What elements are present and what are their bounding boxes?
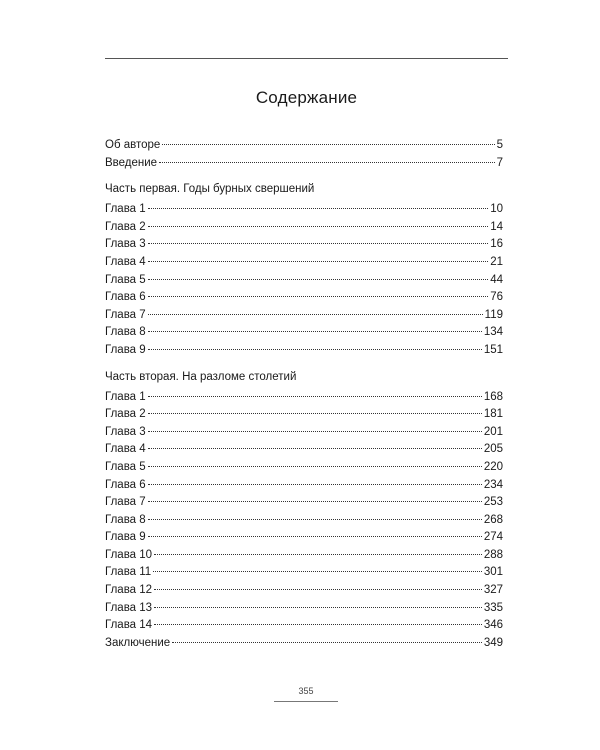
toc-entry-page: 220 [483, 460, 503, 473]
toc-entry-label: Глава 5 [105, 460, 146, 473]
toc-entry-label: Глава 13 [105, 601, 153, 614]
dot-leader [154, 607, 482, 608]
dot-leader [148, 519, 482, 520]
page-number: 355 [298, 686, 314, 696]
dot-leader [148, 448, 482, 449]
toc-entry-label: Глава 7 [105, 308, 146, 321]
toc-entry-page: 21 [490, 255, 503, 268]
toc-entry-label: Глава 4 [105, 255, 146, 268]
toc-entry-page: 234 [483, 478, 503, 491]
toc-entry [105, 236, 503, 254]
dot-leader [148, 396, 482, 397]
toc-entry [105, 289, 503, 307]
toc-entry [105, 512, 503, 530]
parts-list [105, 180, 503, 652]
dot-leader [148, 314, 483, 315]
folio-rule [274, 701, 338, 702]
toc-entry-page: 327 [483, 584, 503, 597]
toc-entry-page: 201 [483, 425, 503, 438]
toc-entry-page: 5 [496, 139, 503, 151]
toc-entry-page: 168 [483, 390, 503, 403]
dot-leader [148, 413, 482, 414]
dot-leader [148, 296, 489, 297]
toc-entry [105, 155, 503, 173]
toc-entry [105, 617, 503, 635]
dot-leader [154, 589, 482, 590]
toc-entry-label: Глава 6 [105, 291, 146, 304]
toc-entry-label: Глава 7 [105, 496, 146, 509]
toc-entry-label: Глава 6 [105, 478, 146, 491]
dot-leader [148, 431, 482, 432]
toc-entry-page: 253 [483, 496, 503, 509]
toc-entry [105, 307, 503, 325]
toc-entry-label: Глава 2 [105, 220, 146, 233]
page-title: Содержание [255, 88, 358, 107]
toc-entry-label: Введение [105, 156, 158, 169]
toc-entry-page: 7 [496, 156, 503, 169]
part-heading: Часть вторая. На разломе столетий [105, 370, 297, 383]
front-matter-list [105, 137, 503, 172]
toc-entry-page: 134 [483, 326, 503, 339]
toc-entry-page: 349 [483, 636, 503, 649]
toc-entry-page: 205 [483, 443, 503, 456]
toc-entry [105, 424, 503, 442]
toc-entry-page: 151 [483, 343, 503, 356]
dot-leader [148, 349, 482, 350]
toc-entry [105, 201, 503, 219]
toc-entry-label: Глава 8 [105, 326, 146, 339]
toc-entry [105, 477, 503, 495]
dot-leader [148, 261, 489, 262]
toc-entry [105, 254, 503, 272]
toc-entry-label: Глава 3 [105, 238, 146, 251]
toc-entry [105, 324, 503, 342]
dot-leader [148, 484, 482, 485]
dot-leader [148, 243, 489, 244]
toc-entry-page: 76 [490, 291, 503, 304]
toc-entry-label: Глава 1 [105, 203, 146, 216]
toc-entry-page: 181 [483, 408, 503, 421]
dot-leader [148, 466, 482, 467]
toc-entry [105, 342, 503, 360]
dot-leader [162, 144, 494, 145]
toc-entry-page: 268 [483, 513, 503, 526]
toc-entry [105, 582, 503, 600]
toc-entry-label: Заключение [105, 636, 171, 649]
toc-entry-page: 288 [483, 548, 503, 561]
toc-entry-label: Глава 9 [105, 343, 146, 356]
toc-entry [105, 406, 503, 424]
toc-entry-page: 10 [490, 203, 503, 216]
toc-entry [105, 137, 503, 155]
dot-leader [148, 279, 489, 280]
toc-entry-label: Глава 1 [105, 390, 146, 403]
dot-leader [148, 331, 482, 332]
toc-entry-label: Глава 11 [105, 566, 152, 579]
dot-leader [153, 571, 482, 572]
toc-entry [105, 494, 503, 512]
toc-entry-label: Глава 2 [105, 408, 146, 421]
toc-entry [105, 272, 503, 290]
toc-entry-label: Глава 9 [105, 531, 146, 544]
toc-entry [105, 635, 503, 653]
toc-entry-label: Глава 5 [105, 273, 146, 286]
toc-entry-label: Глава 12 [105, 584, 153, 597]
toc-entry [105, 219, 503, 237]
toc-entry [105, 547, 503, 565]
table-of-contents [105, 137, 503, 652]
toc-entry-label: Глава 8 [105, 513, 146, 526]
toc-entry-page: 14 [490, 220, 503, 233]
toc-entry-page: 274 [483, 531, 503, 544]
toc-entry-page: 119 [484, 308, 503, 321]
toc-entry [105, 389, 503, 407]
toc-entry [105, 600, 503, 618]
dot-leader [148, 208, 489, 209]
toc-entry [105, 564, 503, 582]
top-rule [105, 58, 508, 59]
toc-entry [105, 441, 503, 459]
toc-entry-label: Глава 3 [105, 425, 146, 438]
toc-entry-page: 346 [483, 619, 503, 632]
dot-leader [148, 226, 489, 227]
dot-leader [154, 554, 482, 555]
dot-leader [154, 624, 482, 625]
toc-entry [105, 529, 503, 547]
dot-leader [159, 162, 495, 163]
toc-entry-page: 301 [483, 566, 503, 579]
toc-entry-label: Глава 4 [105, 443, 146, 456]
dot-leader [148, 536, 482, 537]
toc-entry [105, 459, 503, 477]
toc-entry-label: Глава 10 [105, 548, 153, 561]
toc-entry-label: Глава 14 [105, 619, 153, 632]
dot-leader [148, 501, 482, 502]
toc-entry-page: 44 [490, 273, 503, 286]
toc-entry-page: 335 [483, 601, 503, 614]
part-heading: Часть первая. Годы бурных свершений [105, 183, 315, 196]
toc-entry-label: Об авторе [105, 139, 161, 151]
dot-leader [172, 642, 482, 643]
toc-entry-page: 16 [490, 238, 503, 251]
